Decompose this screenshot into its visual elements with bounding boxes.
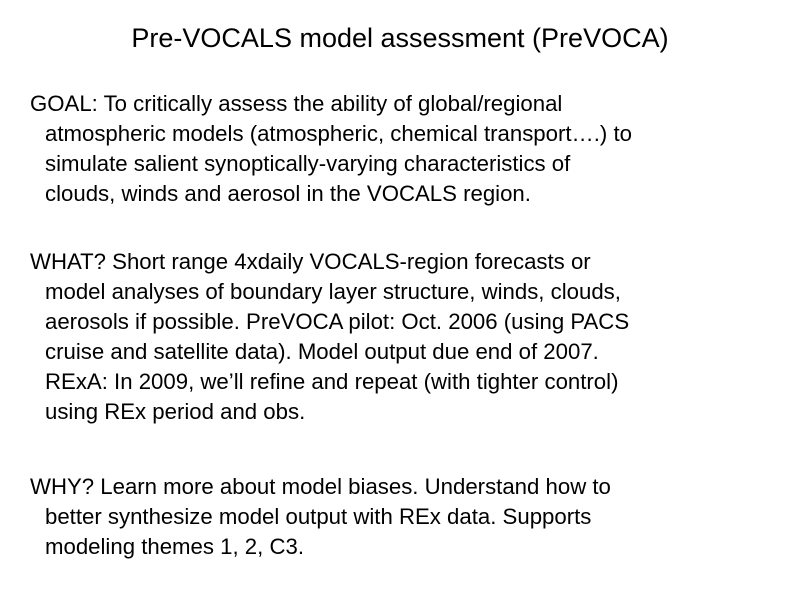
slide-title: Pre-VOCALS model assessment (PreVOCA): [131, 23, 669, 53]
what-line: using REx period and obs.: [45, 399, 306, 424]
goal-line: atmospheric models (atmospheric, chemical transport….) to: [45, 121, 632, 146]
goal-paragraph: [30, 89, 790, 209]
goal-line: simulate salient synoptically-varying characteristics of: [45, 151, 571, 176]
why-line: better synthesize model output with REx data. Supports: [45, 504, 592, 529]
what-line: RExA: In 2009, we’ll refine and repeat (with tighter control): [45, 369, 619, 394]
what-line: cruise and satellite data). Model output due end of 2007.: [45, 339, 599, 364]
goal-line: clouds, winds and aerosol in the VOCALS region.: [45, 181, 531, 206]
what-paragraph: [30, 247, 790, 427]
what-line: aerosols if possible. PreVOCA pilot: Oct. 2006 (using PACS: [45, 309, 630, 334]
why-line: modeling themes 1, 2, C3.: [45, 534, 304, 559]
what-line: model analyses of boundary layer structure, winds, clouds,: [45, 279, 621, 304]
why-line: WHY? Learn more about model biases. Understand how to: [30, 474, 611, 499]
why-paragraph: [30, 472, 790, 562]
what-line: WHAT? Short range 4xdaily VOCALS-region forecasts or: [30, 249, 591, 274]
goal-line: GOAL: To critically assess the ability of global/regional: [30, 91, 563, 116]
